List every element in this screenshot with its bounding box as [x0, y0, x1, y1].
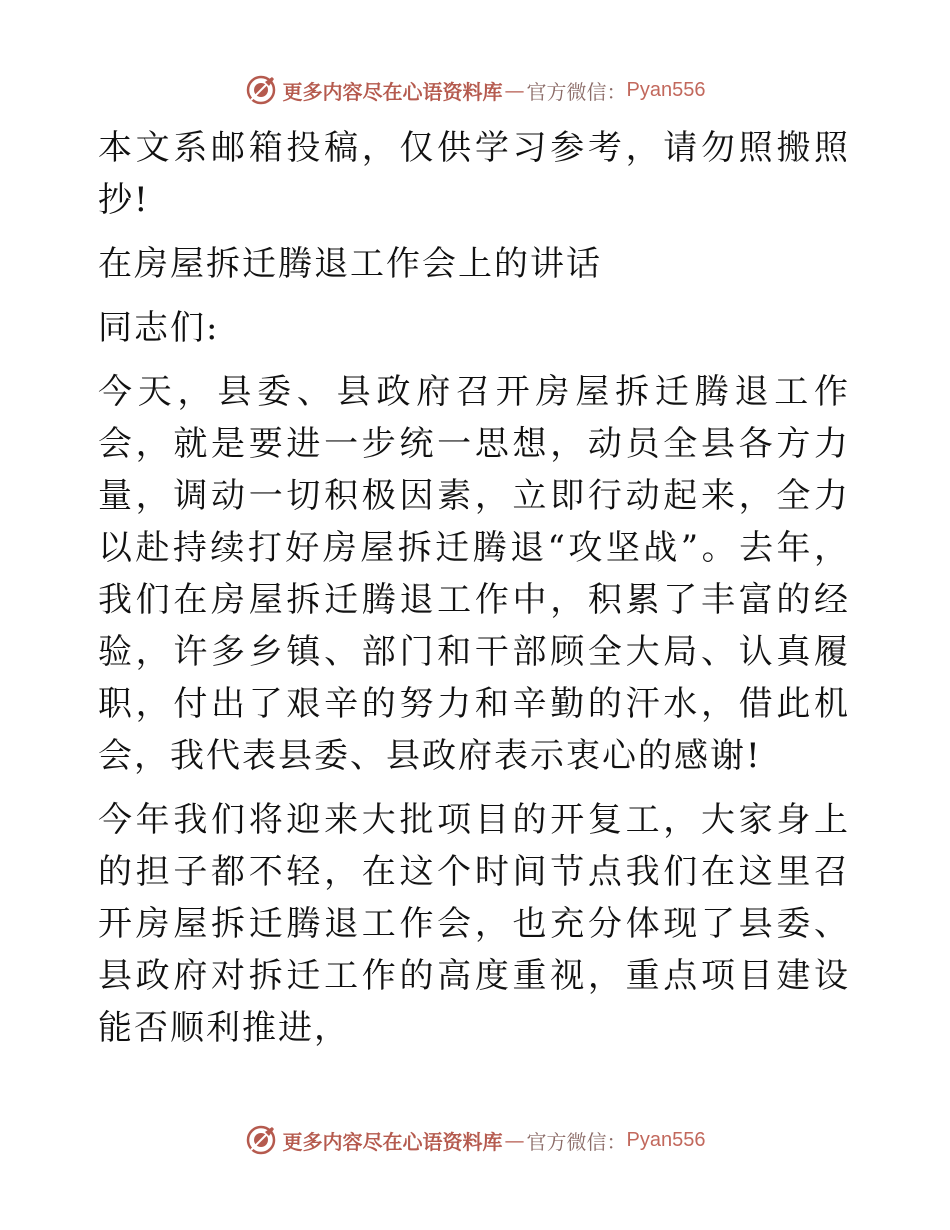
watermark-wechat-id: Pyan556 [626, 78, 706, 101]
speech-title: 在房屋拆迁腾退工作会上的讲话 [98, 244, 602, 284]
watermark-dash: — [504, 78, 525, 102]
pen-logo-icon [245, 1124, 277, 1156]
body-paragraph: 今年我们将迎来大批项目的开复工，大家身上的担子都不轻，在这个时间节点我们在这里召开房屋拆迁腾退工作会，也充分体现了县委、县政府对拆迁工作的高度重视，重点项目建设能否顺利推进， [98, 800, 850, 1048]
watermark-sub-text: 官方微信： [526, 1129, 627, 1154]
watermark-main-text: 更多内容尽在心语资料库 [282, 1129, 503, 1154]
pen-logo-icon [245, 74, 277, 106]
footer-watermark [0, 1120, 950, 1160]
document-body [98, 122, 850, 1054]
notice-text: 本文系邮箱投稿，仅供学习参考，请勿照搬照抄! [98, 128, 850, 220]
watermark-sub-text: 官方微信： [526, 79, 627, 104]
body-paragraph: 今天，县委、县政府召开房屋拆迁腾退工作会，就是要进一步统一思想，动员全县各方力量，调动一切积极因素，立即行动起来，全力以赴持续打好房屋拆迁腾退“攻坚战”。去年，我们在房屋拆迁腾退工作中，积累了丰富的经验，许多乡镇、部门和干部顾全大局、认真履职，付出了艰辛的努力和辛勤的汗水，借此机会，我代表县委、县政府表示衷心的感谢! [98, 372, 850, 776]
watermark-dash: — [504, 1128, 525, 1152]
watermark-main-text: 更多内容尽在心语资料库 [282, 79, 503, 104]
header-watermark [0, 70, 950, 110]
greeting-text: 同志们: [98, 308, 220, 348]
watermark-wechat-id: Pyan556 [626, 1128, 706, 1151]
